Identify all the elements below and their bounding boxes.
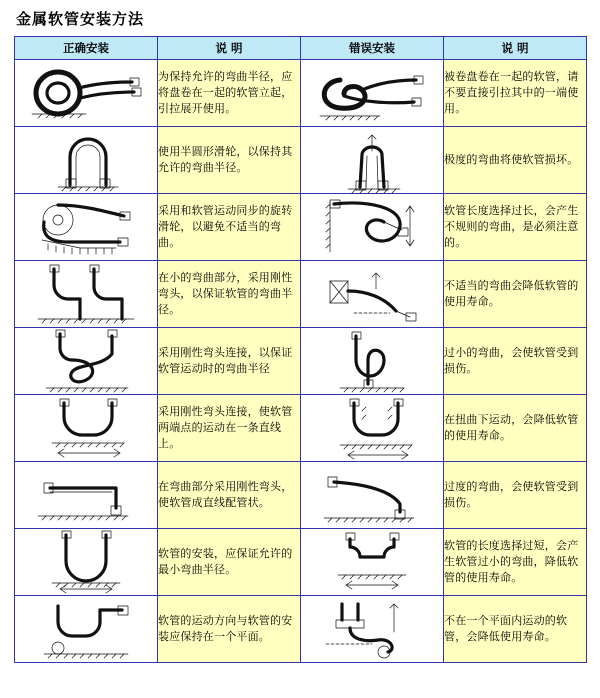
table-row <box>15 60 587 127</box>
figure-hose-bent-sharply-over-narrow-guide <box>301 127 444 194</box>
description-text: 被卷盘卷在一起的软管，请不要直接引拉其中的一端使用。 <box>444 60 587 127</box>
header-correct-install: 正确安装 <box>15 37 158 60</box>
description-text: 软管长度选择过长，会产生不规则的弯曲，是必须注意的。 <box>444 194 587 261</box>
description-text: 软管的运动方向与软管的安装应保持在一个平面。 <box>158 596 301 663</box>
figure-too-small-bend-radius-loop <box>301 328 444 395</box>
hose-installation-table <box>14 36 587 663</box>
figure-rigid-elbow-connection-u-loop <box>15 328 158 395</box>
figure-hose-installed-with-min-bend-radius <box>15 529 158 596</box>
header-correct-desc: 说 明 <box>158 37 301 60</box>
figure-hose-twisted-in-bend <box>301 395 444 462</box>
table-row <box>15 194 587 261</box>
figure-coiled-hose-pulled-from-center <box>301 60 444 127</box>
figure-hose-too-long-irregular-loop <box>301 194 444 261</box>
description-text: 过小的弯曲，会使软管受到损伤。 <box>444 328 587 395</box>
table-row <box>15 395 587 462</box>
description-text: 过度的弯曲，会使软管受到损伤。 <box>444 462 587 529</box>
description-text: 软管的安装，应保证允许的最小弯曲半径。 <box>158 529 301 596</box>
figure-rigid-elbows-both-ends-straight-line <box>15 395 158 462</box>
description-text: 软管的长度选择过短，会产生软管过小的弯曲，降低软管的使用寿命。 <box>444 529 587 596</box>
header-wrong-desc: 说 明 <box>444 37 587 60</box>
description-text: 在小的弯曲部分，采用刚性弯头，以保证软管的弯曲半径。 <box>158 261 301 328</box>
description-text: 采用刚性弯头连接，以保证软管运动时的弯曲半径 <box>158 328 301 395</box>
figure-rigid-elbow-at-small-bend <box>15 261 158 328</box>
description-text: 采用刚性弯头连接，使软管两端点的运动在一条直线上。 <box>158 395 301 462</box>
description-text: 不适当的弯曲会降低软管的使用寿命。 <box>444 261 587 328</box>
description-text: 不在一个平面内运动的软管，会降低使用寿命。 <box>444 596 587 663</box>
figure-hose-motion-in-same-plane <box>15 596 158 663</box>
table-row <box>15 529 587 596</box>
table-row <box>15 328 587 395</box>
page-title: 金属软管安装方法 <box>16 10 145 28</box>
figure-hose-on-rotating-sheave-with-chain <box>15 194 158 261</box>
description-text: 在扭曲下运动，会降低软管的使用寿命。 <box>444 395 587 462</box>
description-text: 使用半圆形滑轮，以保持其允许的弯曲半径。 <box>158 127 301 194</box>
description-text: 极度的弯曲将使软管损坏。 <box>444 127 587 194</box>
figure-coiled-hose-standing-on-reel <box>15 60 158 127</box>
figure-rigid-elbow-straight-pipe-layout <box>15 462 158 529</box>
table-row <box>15 127 587 194</box>
table-header-row <box>15 37 587 60</box>
description-text: 在弯曲部分采用刚性弯头，使软管成直线配管状。 <box>158 462 301 529</box>
header-wrong-install: 错误安装 <box>301 37 444 60</box>
description-text: 采用和软管运动同步的旋转滑轮，以避免不适当的弯曲。 <box>158 194 301 261</box>
table-row <box>15 462 587 529</box>
figure-hose-too-short-tight-bend <box>301 529 444 596</box>
description-text: 为保持允许的弯曲半径，应将盘卷在一起的软管立起，引拉展开使用。 <box>158 60 301 127</box>
table-row <box>15 596 587 663</box>
figure-improper-bend-at-fitting <box>301 261 444 328</box>
figure-hose-over-semicircular-pulley <box>15 127 158 194</box>
figure-excessive-bend-at-elbow <box>301 462 444 529</box>
figure-hose-motion-out-of-plane <box>301 596 444 663</box>
table-row <box>15 261 587 328</box>
